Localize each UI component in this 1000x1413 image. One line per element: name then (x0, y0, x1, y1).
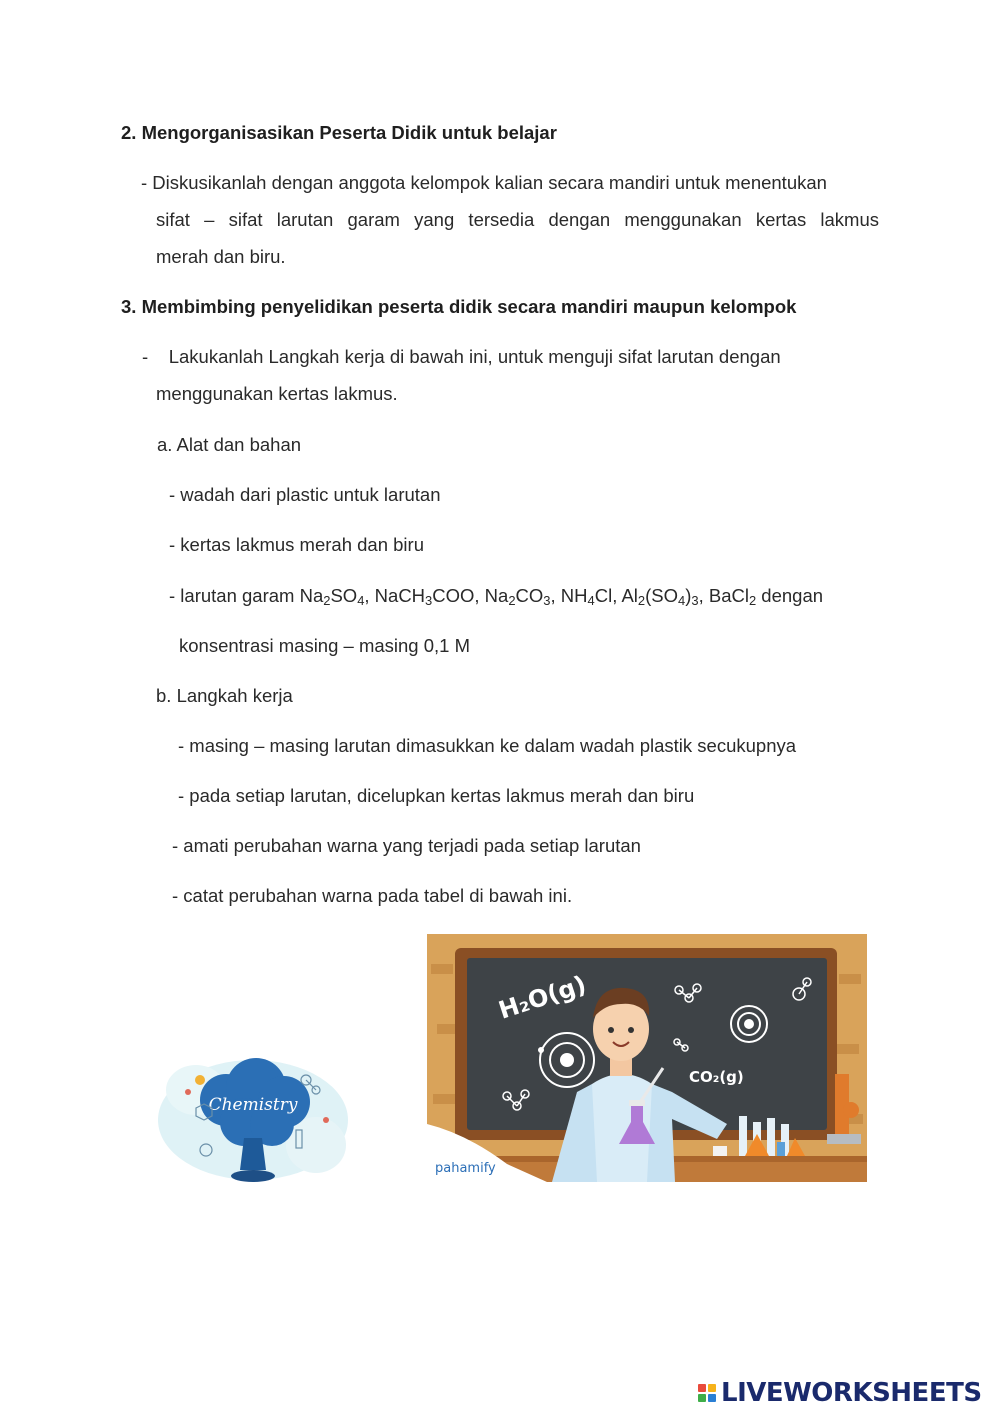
salt-nach3coo: NaCH$_3$COO (374, 585, 475, 608)
subsection-b-title: b. Langkah kerja (156, 685, 293, 706)
logo-square (708, 1394, 716, 1402)
list-item: - masing – masing larutan dimasukkan ke dalam wadah plastik secukupnya (178, 735, 797, 756)
salt-na2co3: $Na_2CO_3$ (484, 585, 551, 608)
list-item: - amati perubahan warna yang terjadi pada setiap larutan (172, 835, 641, 856)
liveworksheets-logo (697, 1377, 982, 1409)
section-3-intro-line-2: menggunakan kertas lakmus. (156, 383, 398, 404)
chemistry-label: Chemistry (208, 1095, 298, 1115)
chemistry-illustration (156, 1050, 350, 1185)
section-3-intro-line-1: - Lakukanlah Langkah kerja di bawah ini, untuk menguji sifat larutan dengan (142, 346, 781, 367)
logo-square (698, 1394, 706, 1402)
salt-concentration-line: konsentrasi masing – masing 0,1 M (179, 635, 470, 656)
section-2-heading: 2. Mengorganisasikan Peserta Didik untuk belajar (121, 122, 557, 143)
logo-squares-icon (697, 1383, 717, 1403)
subsection-a-title: a. Alat dan bahan (157, 434, 302, 455)
salt-list-suffix: dengan (756, 585, 824, 606)
section-2-paragraph-line-3: merah dan biru. (156, 246, 286, 267)
list-item: - kertas lakmus merah dan biru (169, 534, 424, 555)
logo-square (708, 1384, 716, 1392)
salt-nh4cl: $NH_4Cl$ (560, 585, 613, 608)
list-item: - pada setiap larutan, dicelupkan kertas lakmus merah dan biru (178, 785, 695, 806)
formula-h2o: H₂O(g) (495, 970, 590, 1025)
lab-scientist-illustration (427, 934, 867, 1182)
salt-na2so4: $Na_2SO_4$ (299, 585, 365, 608)
section-2-paragraph-line-2: sifat – sifat larutan garam yang tersedia dengan menggunakan kertas lakmus (156, 209, 879, 230)
section-2-paragraph-line-1: - Diskusikanlah dengan anggota kelompok kalian secara mandiri untuk menentukan (141, 172, 827, 193)
pahamify-logo: pahamify (435, 1161, 496, 1176)
salt-bacl2: BaCl$_2$ (708, 585, 757, 608)
salt-list-prefix: - larutan garam (169, 585, 300, 606)
list-item: - catat perubahan warna pada tabel di bawah ini. (172, 885, 573, 906)
salt-list-line: - larutan garam $Na_2SO_4$, NaCH$_3$COO, $Na_2CO_3$, $NH_4Cl$, $Al_2(SO_4)_3$, BaCl$_2$ dengan (169, 585, 824, 608)
liveworksheets-wordmark: LIVEWORKSHEETS (721, 1378, 982, 1408)
list-item: - wadah dari plastic untuk larutan (169, 484, 441, 505)
section-3-heading: 3. Membimbing penyelidikan peserta didik secara mandiri maupun kelompok (121, 296, 797, 317)
logo-square (698, 1384, 706, 1392)
salt-al2so43: $Al_2(SO_4)_3$ (621, 585, 699, 608)
formula-co2: CO₂(g) (689, 1068, 744, 1086)
